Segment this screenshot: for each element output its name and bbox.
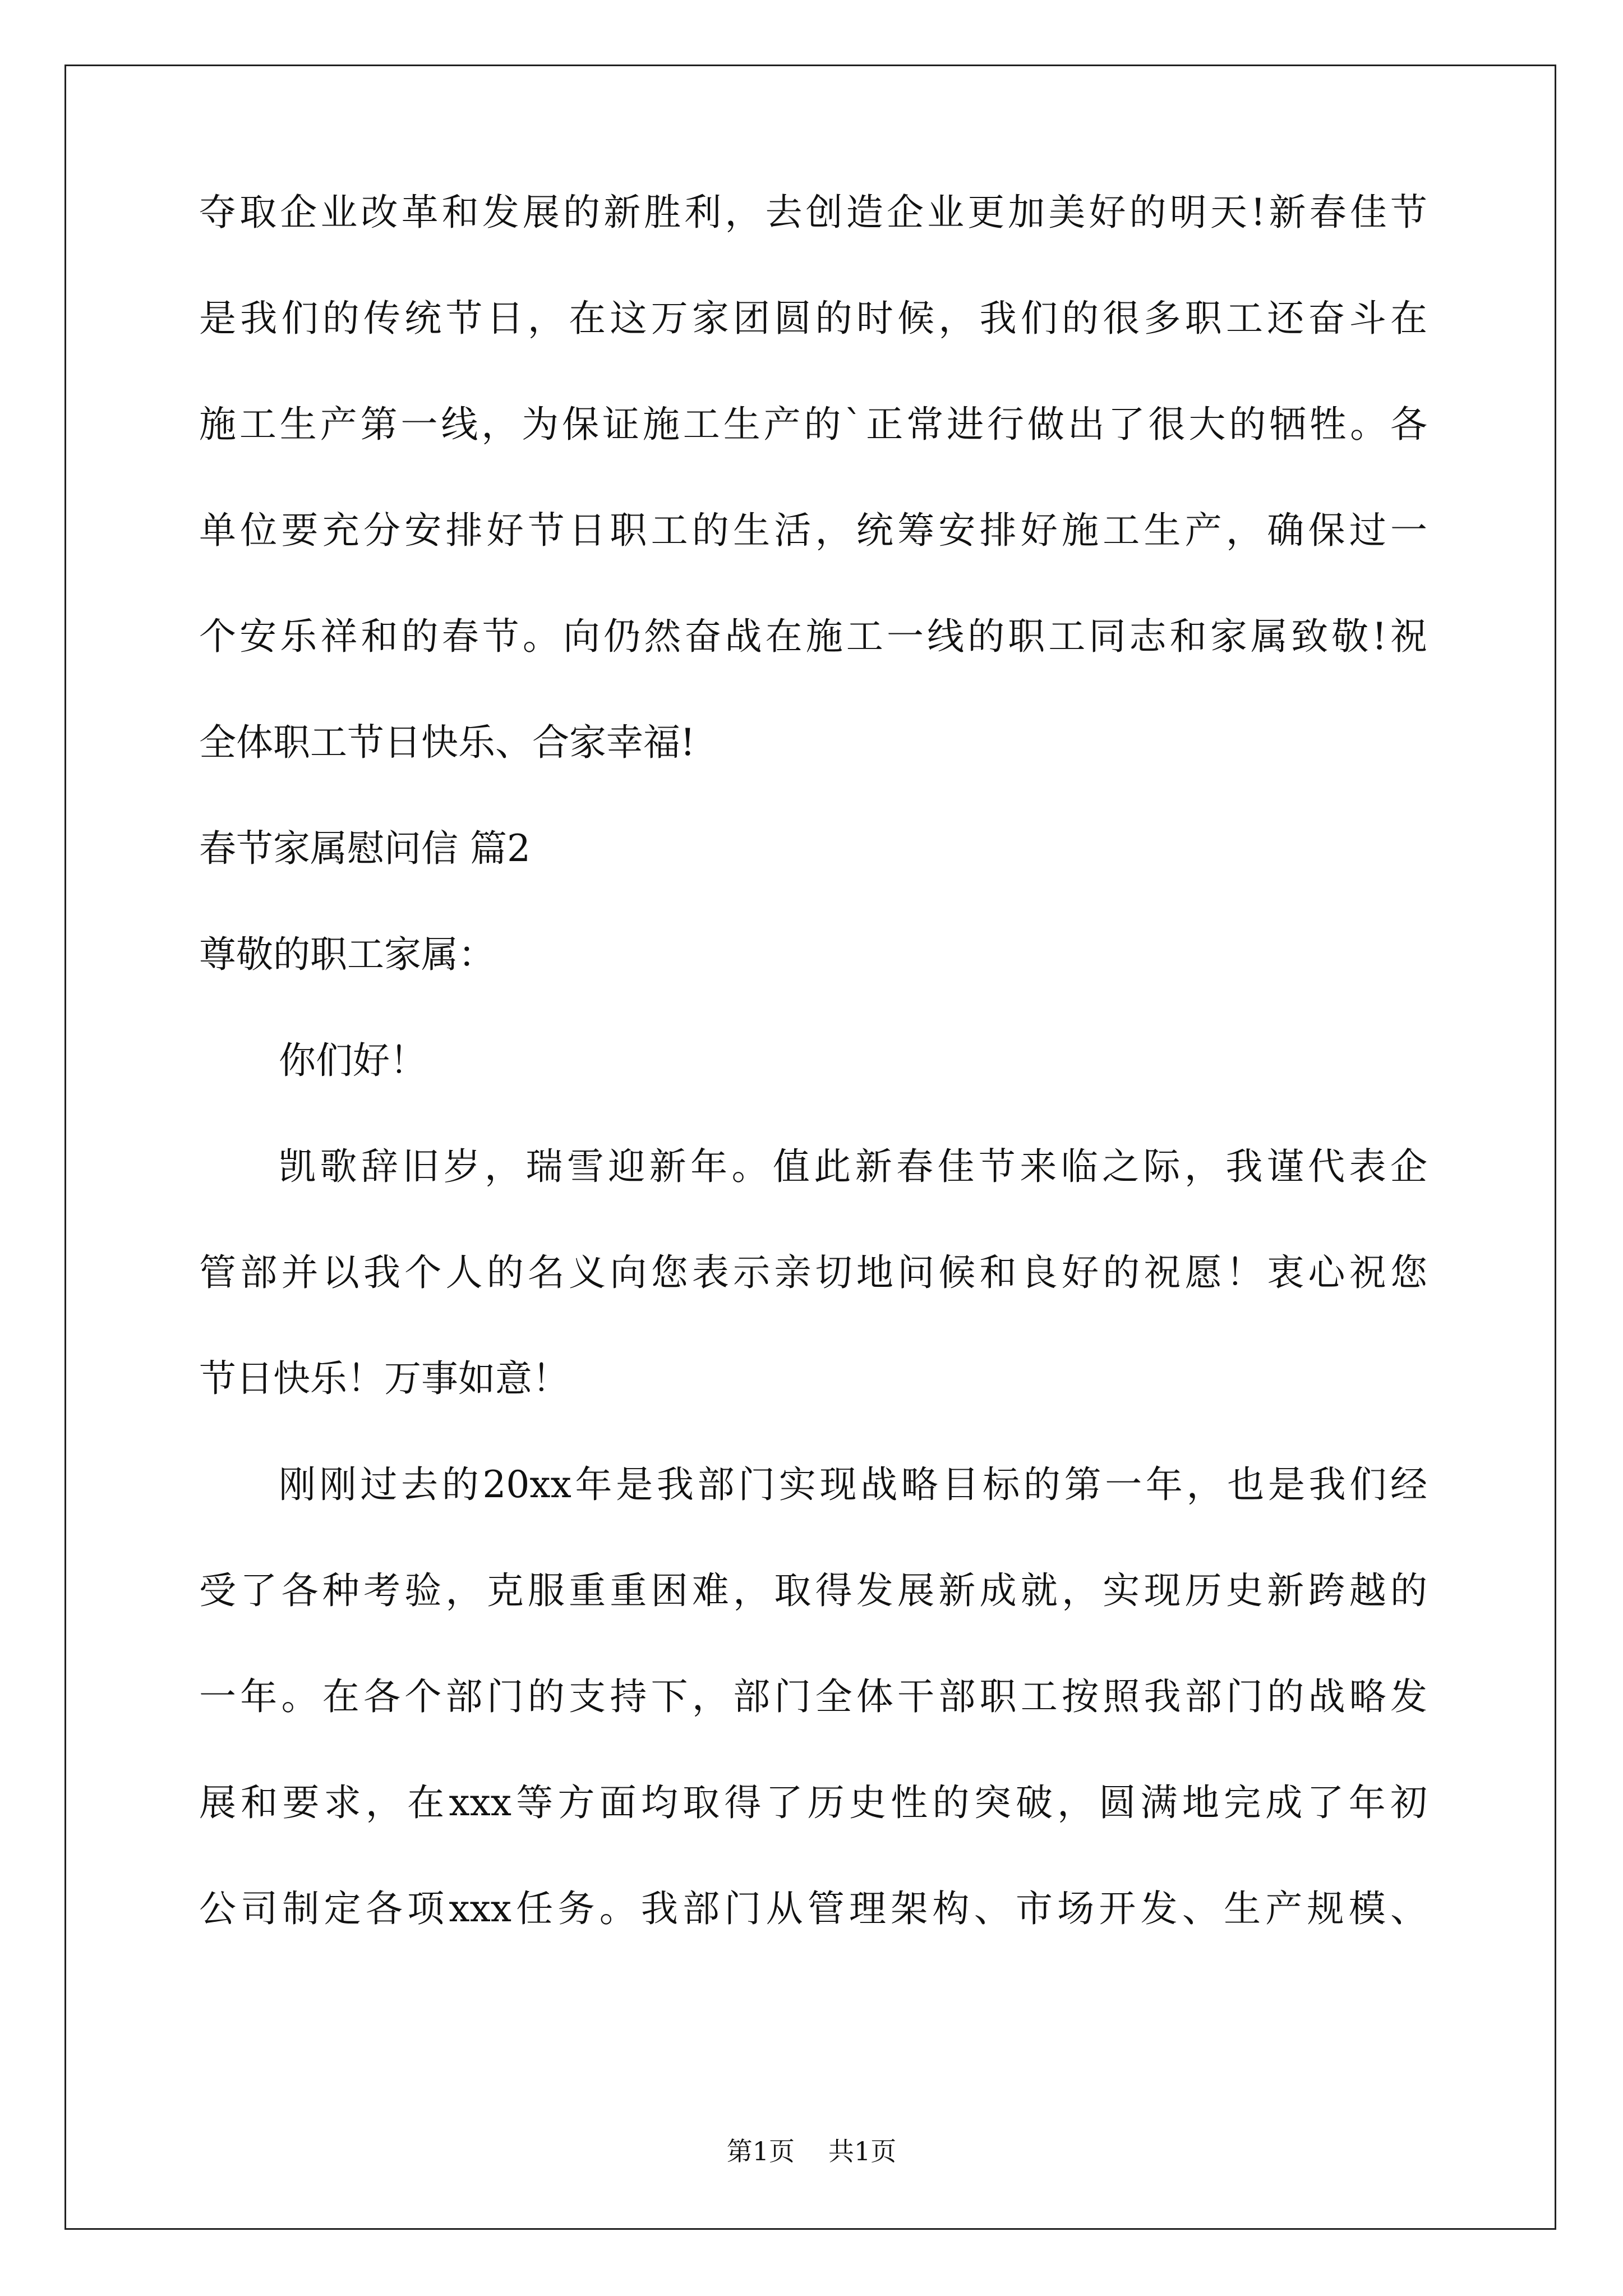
text-line: 全体职工节日快乐、合家幸福! — [199, 721, 695, 764]
text-line: 凯歌辞旧岁，瑞雪迎新年。值此新春佳节来临之际，我谨代表企 — [279, 1145, 1427, 1188]
text-line: 是我们的传统节日，在这万家团圆的时候，我们的很多职工还奋斗在 — [199, 297, 1427, 340]
text-line: 一年。在各个部门的支持下，部门全体干部职工按照我部门的战略发 — [199, 1675, 1427, 1718]
text-line: 施工生产第一线，为保证施工生产的`正常进行做出了很大的牺牲。各 — [199, 403, 1427, 446]
text-line: 节日快乐！万事如意！ — [199, 1357, 569, 1400]
text-line: 管部并以我个人的名义向您表示亲切地问候和良好的祝愿！衷心祝您 — [199, 1251, 1427, 1294]
page-number: 第1页 — [726, 2136, 795, 2166]
text-line: 受了各种考验，克服重重困难，取得发展新成就，实现历史新跨越的 — [199, 1569, 1427, 1612]
text-line: 展和要求，在xxx等方面均取得了历史性的突破，圆满地完成了年初 — [199, 1781, 1427, 1824]
text-line: 个安乐祥和的春节。向仍然奋战在施工一线的职工同志和家属致敬!祝 — [199, 615, 1427, 658]
text-line: 尊敬的职工家属： — [199, 933, 495, 976]
text-line: 你们好！ — [279, 1039, 427, 1082]
page-total: 共1页 — [828, 2136, 897, 2166]
page-footer — [0, 2134, 1623, 2168]
text-line: 夺取企业改革和发展的新胜利，去创造企业更加美好的明天!新春佳节 — [199, 191, 1427, 234]
text-line: 公司制定各项xxx任务。我部门从管理架构、市场开发、生产规模、 — [199, 1887, 1427, 1930]
text-line: 春节家属慰问信 篇2 — [199, 827, 531, 870]
text-line: 单位要充分安排好节日职工的生活，统筹安排好施工生产，确保过一 — [199, 509, 1427, 552]
document-body — [199, 188, 1427, 1990]
text-line: 刚刚过去的20xx年是我部门实现战略目标的第一年，也是我们经 — [279, 1463, 1427, 1506]
